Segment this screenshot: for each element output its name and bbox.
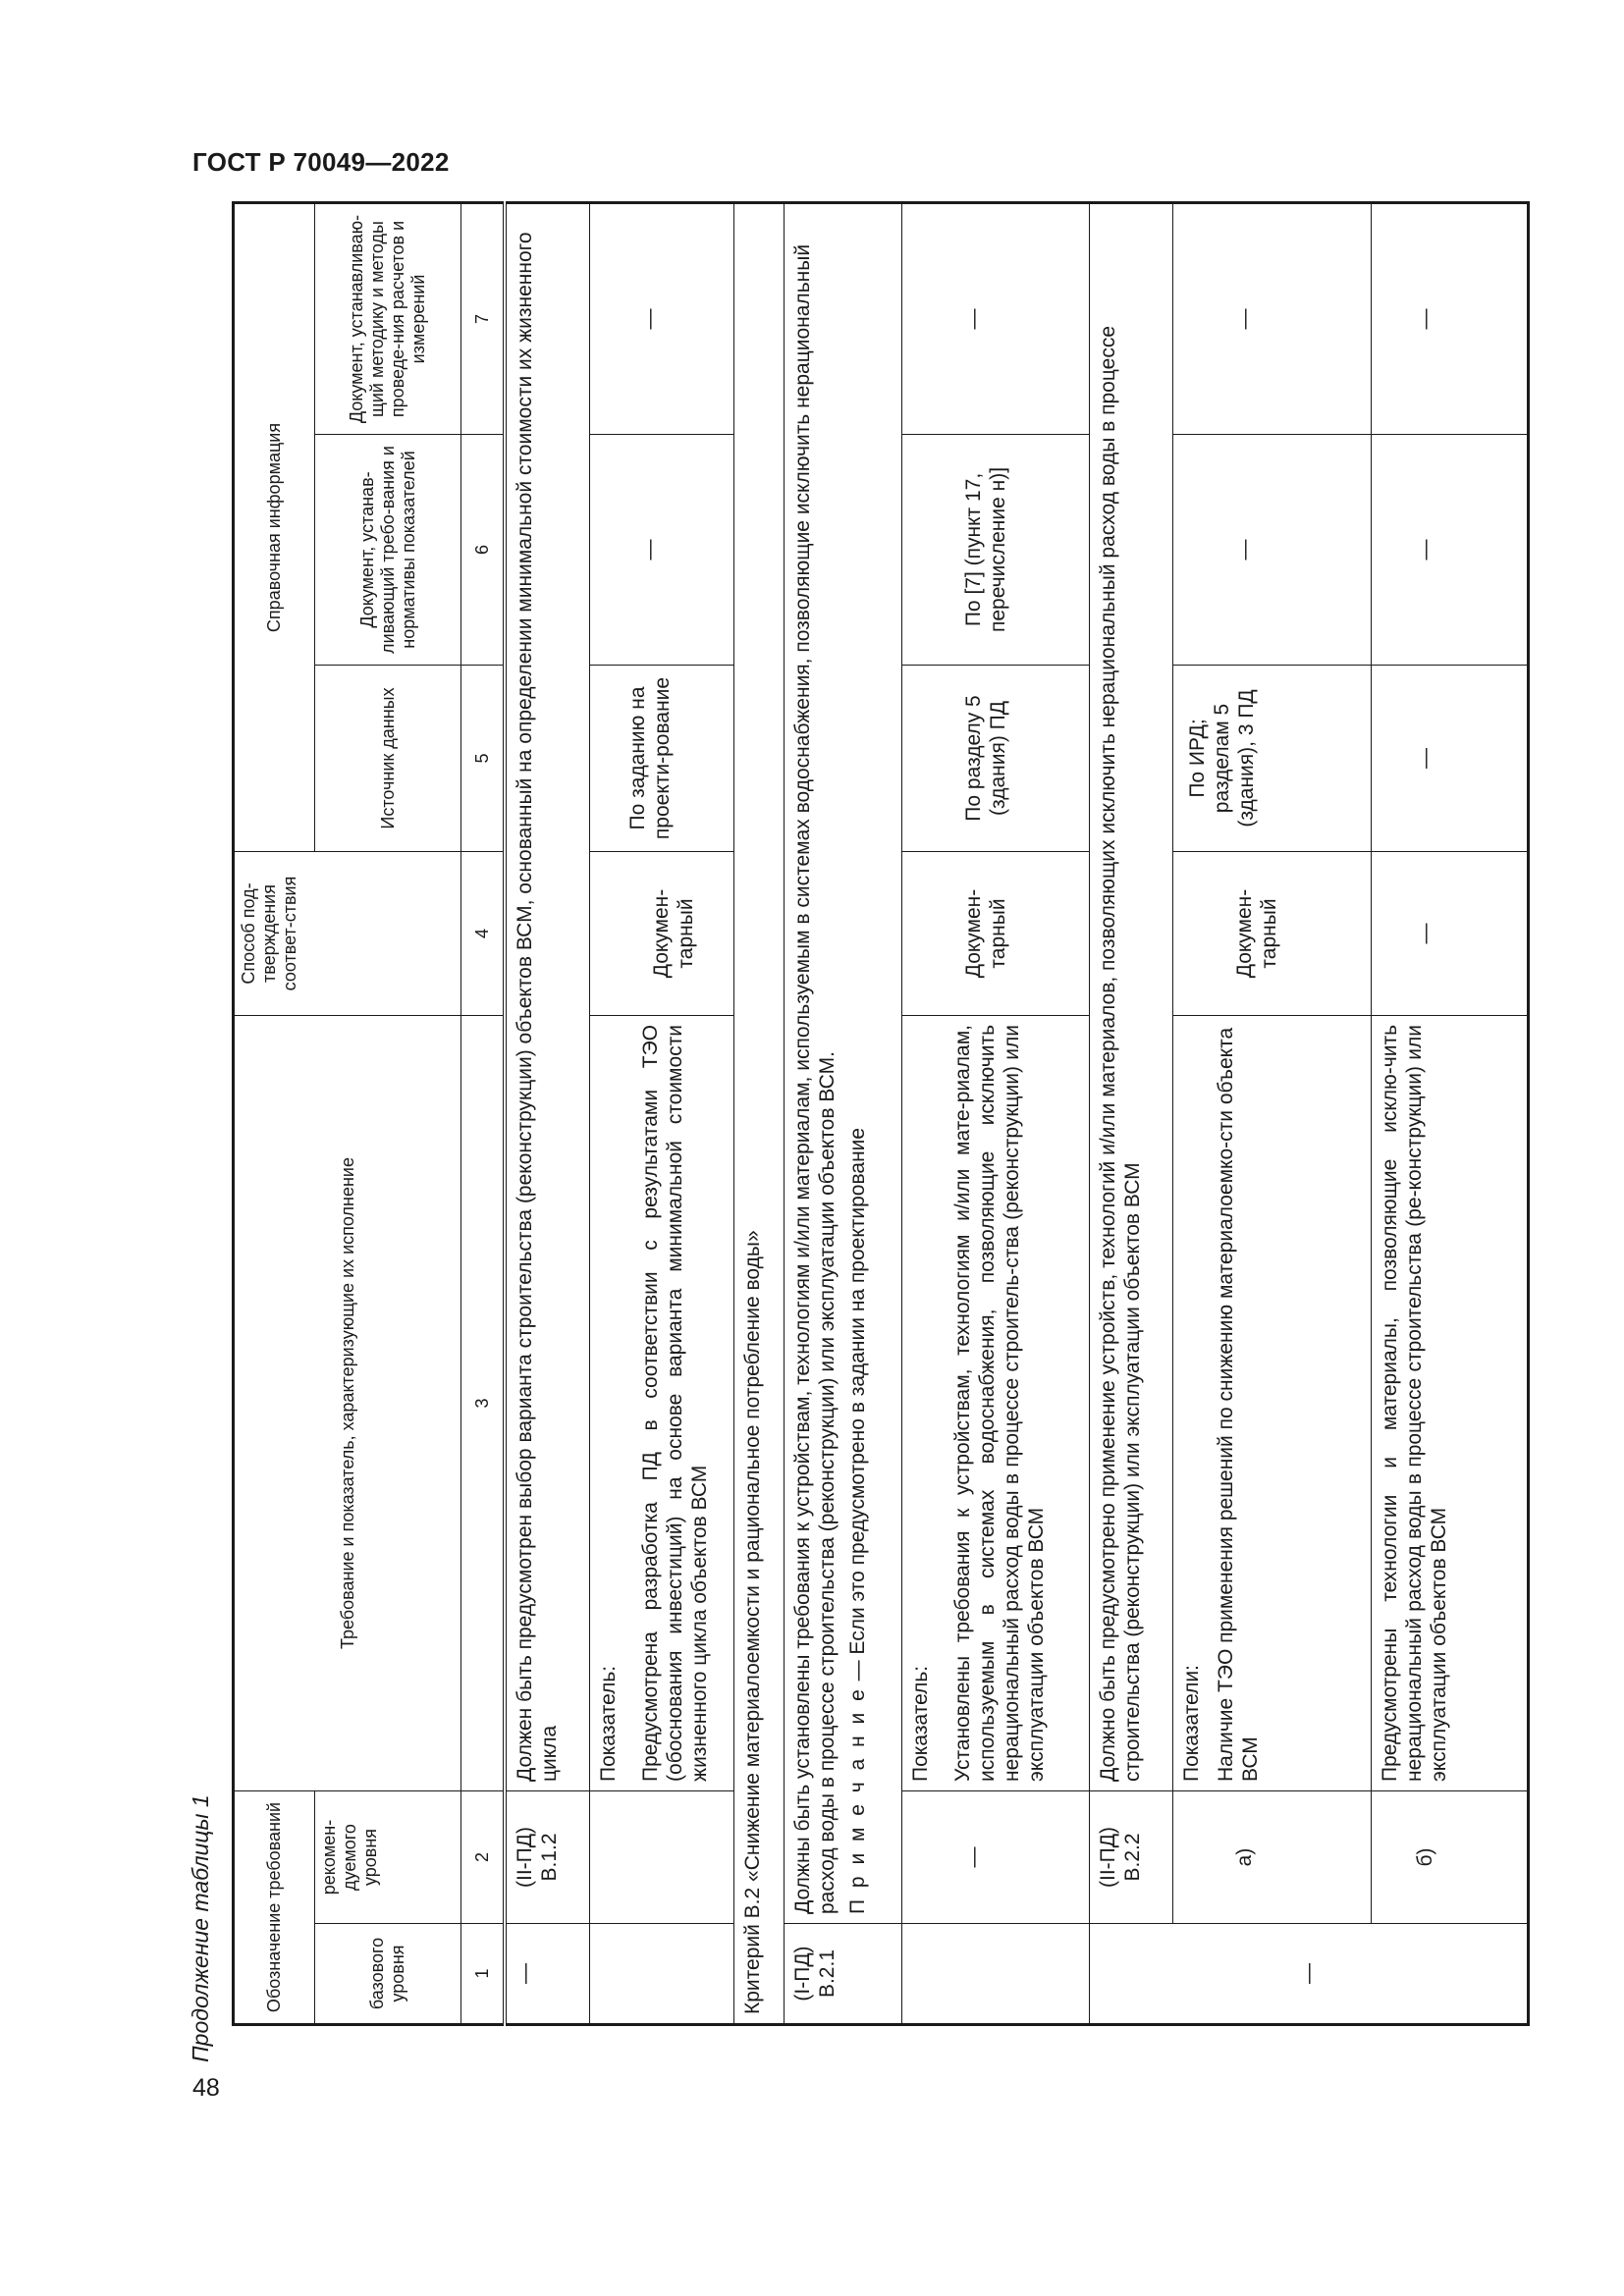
- col-number: 3: [461, 1015, 506, 1790]
- table-row: [902, 202, 1090, 2024]
- empty-cell: [902, 1924, 1090, 2025]
- requirement-header: Требование и показатель, характеризующие их исполнение: [234, 1015, 461, 1790]
- base-level-header: базового уровня: [315, 1924, 461, 2025]
- rotated-page-content: [188, 214, 1454, 2068]
- norm-doc-cell: —: [590, 434, 734, 665]
- col-number: 1: [461, 1924, 506, 2025]
- source-cell: По разделу 5 (здания) ПД: [902, 665, 1090, 851]
- page-number: 48: [192, 2074, 220, 2102]
- base-level-cell: —: [505, 1924, 590, 2025]
- empty-cell: [590, 1924, 734, 2025]
- indicator-text: Предусмотрена разработка ПД в соответствии с результатами ТЭО (обоснования инвестиций) на основе варианта минимальной стоимости жизненного цикла объектов ВСМ: [639, 1024, 711, 1782]
- indicator-cell: [902, 1015, 1090, 1790]
- note-label: П р и м е ч а н и е: [846, 1686, 869, 1914]
- confirmation-cell: —: [1372, 851, 1529, 1015]
- note-text: — Если это предусмотрено в задании на проектирование: [846, 1127, 869, 1687]
- table-row: [590, 202, 734, 2024]
- col-number: 6: [461, 434, 506, 665]
- requirement-text: Должно быть предусмотрено применение устройств, технологий и/или материалов, позволяющих исключить нерациональный расход воды в процессе строительства (реконструкции) или эксплуатации объектов ВСМ: [1090, 202, 1173, 1790]
- table-row: [505, 202, 590, 2024]
- table-caption: Продолжение таблицы 1: [188, 1794, 213, 2062]
- confirmation-header: Способ под-тверждения соответ-ствия: [234, 851, 461, 1015]
- note: [845, 213, 870, 1914]
- confirmation-cell: Докумен-тарный: [1173, 851, 1372, 1015]
- method-doc-cell: —: [902, 202, 1090, 434]
- source-cell: По заданию на проекти-рование: [590, 665, 734, 851]
- table-row: [1090, 202, 1173, 2024]
- col-number: 4: [461, 851, 506, 1015]
- method-doc-cell: —: [590, 202, 734, 434]
- table-row: [1173, 202, 1372, 2024]
- norm-doc-cell: —: [1372, 434, 1529, 665]
- confirmation-cell: Докумен-тарный: [902, 851, 1090, 1015]
- confirmation-cell: Докумен-тарный: [590, 851, 734, 1015]
- reference-header: Справочная информация: [234, 202, 315, 851]
- recommended-level-cell: б): [1372, 1790, 1529, 1923]
- source-cell: По ИРД; разделам 5 (здания), 3 ПД: [1173, 665, 1372, 851]
- requirement-text: Должен быть предусмотрен выбор варианта строительства (реконструкции) объектов ВСМ, основанный на определении минимальной стоимости их жизненного цикла: [505, 202, 590, 1790]
- requirement-text: Предусмотрены технологии и материалы, позволяющие исклю-чить нерациональный расход воды в процессе строительства (ре-конструкции) или эксплуатации объектов ВСМ: [1372, 1015, 1529, 1790]
- table-row: [1372, 202, 1529, 2024]
- indicator-label: Показатель:: [597, 1665, 620, 1782]
- col-number: 5: [461, 665, 506, 851]
- requirements-table: [232, 201, 1530, 2026]
- document-title: ГОСТ Р 70049—2022: [192, 147, 450, 177]
- col-number: 2: [461, 1790, 506, 1923]
- recommended-level-cell: (II-ПД) В.1.2: [505, 1790, 590, 1923]
- recommended-level-cell: —: [902, 1790, 1090, 1923]
- indicator-label: Показатель:: [909, 1665, 932, 1782]
- designation-header: Обозначение требований: [234, 1790, 315, 2024]
- requirement-text: [785, 202, 902, 1923]
- indicator-text: Установлены требования к устройствам, технологиям и/или мате-риалам, используемым в системах водоснабжения, позволяющие исключить нерациональный расход воды в процессе строитель-ства (реконструкции) или эксплуатации объектов ВСМ: [951, 1024, 1048, 1782]
- norm-doc-cell: —: [1173, 434, 1372, 665]
- method-doc-cell: —: [1173, 202, 1372, 434]
- norm-doc-header: Документ, устанав-ливающий требо-вания и нормативы показателей: [315, 434, 461, 665]
- recommended-level-header: рекомен-дуемого уровня: [315, 1790, 461, 1923]
- norm-doc-cell: По [7] (пункт 17, перечисление н)]: [902, 434, 1090, 665]
- base-level-cell: —: [1090, 1924, 1529, 2025]
- source-cell: —: [1372, 665, 1529, 851]
- header-row-1: [234, 202, 315, 2024]
- col-number: 7: [461, 202, 506, 434]
- recommended-level-cell: (II-ПД) В.2.2: [1090, 1790, 1173, 1923]
- indicator-cell: [590, 1015, 734, 1790]
- indicator-cell: [1173, 1015, 1372, 1790]
- recommended-level-cell: а): [1173, 1790, 1372, 1923]
- column-number-row: [461, 202, 506, 2024]
- table-row: [785, 202, 902, 2024]
- method-doc-header: Документ, устанавливаю-щий методику и методы проведе-ния расчетов и измерений: [315, 202, 461, 434]
- method-doc-cell: —: [1372, 202, 1529, 434]
- indicator-text: Наличие ТЭО применения решений по снижению материалоемко-сти объекта ВСМ: [1215, 1027, 1262, 1782]
- indicator-label: Показатели:: [1180, 1665, 1203, 1782]
- base-level-cell: (I-ПД) В.2.1: [785, 1924, 902, 2025]
- criterion-title: Критерий В.2 «Снижение материалоемкости и рациональное потребление воды»: [734, 202, 785, 2024]
- criterion-row: [734, 202, 785, 2024]
- empty-cell: [590, 1790, 734, 1923]
- requirement-text-body: Должны быть установлены требования к устройствам, технологиям и/или материалам, используемым в системах водоснабжения, позволяющие исключить нерациональный расход воды в процессе строительства (реконструкции) или эксплуатации объектов ВСМ.: [791, 243, 839, 1914]
- source-header: Источник данных: [315, 665, 461, 851]
